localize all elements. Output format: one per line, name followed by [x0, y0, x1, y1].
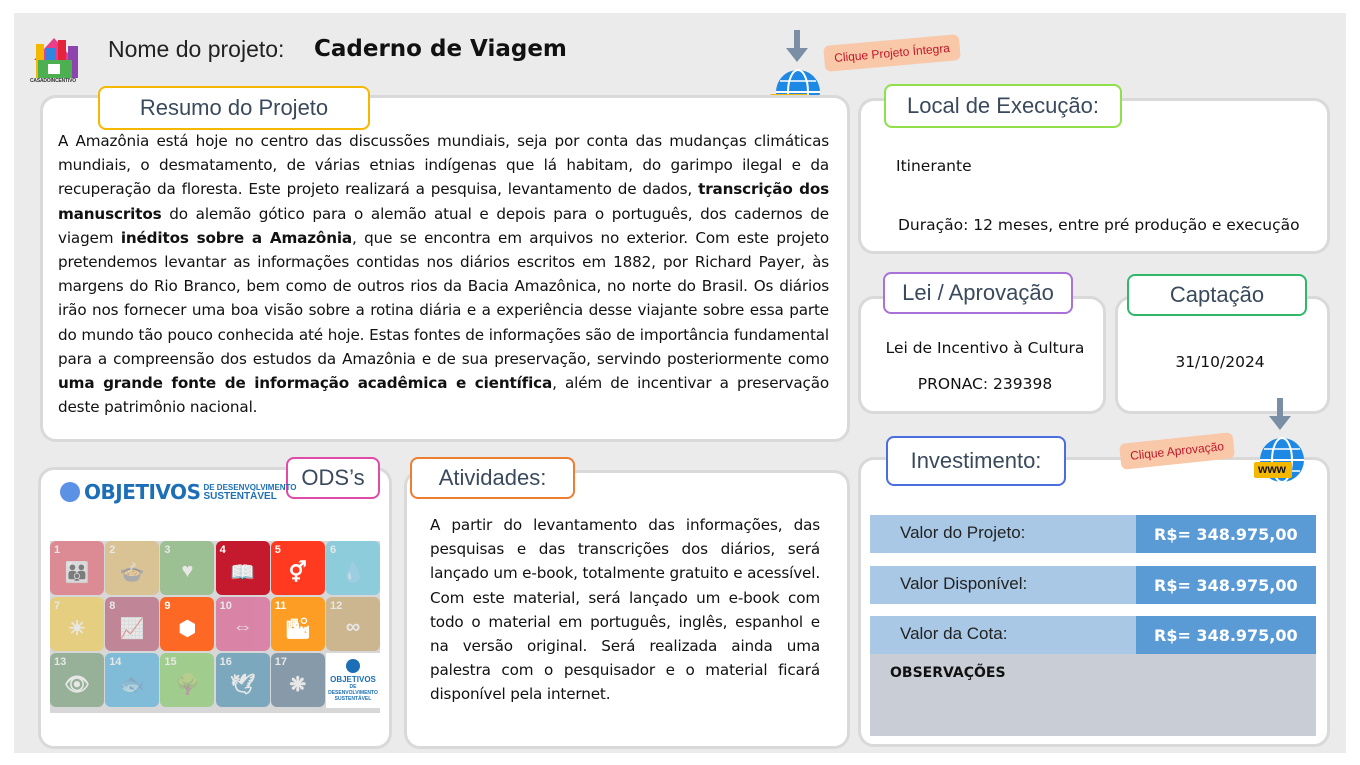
ods-tile-icon: ⬢	[178, 618, 197, 641]
ods-tile-3	[160, 541, 214, 595]
ods-brand-sub-1: DE DESENVOLVIMENTO	[203, 483, 297, 492]
project-name-label: Nome do projeto:	[108, 36, 285, 62]
resumo-part-4: , além de incentivar a preservação deste patrimônio nacional.	[58, 374, 829, 417]
ods-tile-number: 15	[164, 656, 177, 669]
ods-brand-sub-2: SUSTENTÁVEL	[203, 491, 277, 502]
resumo-tag: Resumo do Projeto	[98, 86, 370, 130]
ods-tile-icon: 👪	[64, 562, 90, 584]
ods-tile-icon: 🍲	[119, 562, 145, 584]
ods-tile-number: 9	[164, 600, 171, 613]
casa-do-incentivo-logo	[30, 30, 88, 88]
duracao-text: Duração: 12 meses, entre pré produção e execução	[898, 216, 1300, 234]
ods-tile-11	[271, 597, 325, 651]
ods-tile-number: 2	[109, 544, 116, 556]
pronac-number: PRONAC: 239398	[917, 375, 1053, 393]
clique-aprovacao-link[interactable]: Clique Aprovação	[1119, 432, 1235, 470]
ods-tile-icon: 👁	[64, 674, 90, 697]
ods-grid	[50, 541, 380, 713]
ods-tile-8	[105, 597, 159, 651]
ods-tile-number: 14	[109, 656, 122, 669]
ods-tile-15	[160, 653, 214, 707]
ods-final-tile-sub: DE DESENVOLVIMENTO SUSTENTÁVEL	[328, 684, 378, 703]
ods-tile-icon: ☀	[68, 618, 86, 641]
www-label-2: www	[1258, 462, 1287, 476]
ods-final-logo-tile	[326, 653, 380, 708]
ods-tile-10	[216, 597, 270, 651]
resumo-part-3: , que se encontra em arquivos no exterior. Com este projeto pretendemos levantar as informações contidas nos diários escritos em 1882, por Richard Payer, às margens do Rio Branco, bem como de outros rios da Bacia Amazônica, no norte do Brasil. Os diários irão nos fornecer uma boa visão sobre a rotina diária e a experiência desse viajante sobre essa parte do mundo tão pouco conhecida até hoje. Estas fontes de informações são de importância fundamental para a compreensão dos estudos da Amazônia e de sua preservação, servindo posteriormente como	[58, 228, 829, 368]
ods-tile-12	[326, 597, 380, 651]
captacao-tag: Captação	[1127, 274, 1307, 316]
resumo-bold-3: uma grande fonte de informação acadêmica e científica	[58, 374, 553, 393]
ods-tile-icon: 📈	[119, 618, 145, 641]
resumo-text	[58, 129, 829, 419]
ods-tile-number: 4	[219, 544, 226, 556]
ods-tile-9	[160, 597, 214, 651]
atividades-tag: Atividades:	[410, 457, 575, 499]
valor-cota-row	[870, 616, 1316, 654]
local-value: Itinerante	[896, 157, 972, 175]
download-arrow-icon	[786, 30, 808, 64]
resumo-bold-2: inéditos sobre a Amazônia	[120, 228, 353, 247]
ods-tile-icon: ❋	[289, 674, 307, 697]
ods-tile-icon: ♥	[181, 560, 194, 582]
resumo-bold-1: transcrição dos manuscritos	[58, 180, 829, 223]
globe-www-icon-aprovacao[interactable]	[1252, 434, 1308, 490]
ods-tile-14	[105, 653, 159, 707]
captacao-date: 31/10/2024	[1175, 353, 1265, 371]
atividades-text: A partir do levantamento das informações, das pesquisas e das transcrições dos diários, será lançado um e-book, totalmente gratuito e acessível. Com este material, será lançado um e-book com todo o material em português, inglês, espanhol e na versão original. Será realizada ainda uma palestra com o pesquisador e o material ficará disponível pela internet.	[430, 516, 820, 704]
local-tag: Local de Execução:	[884, 84, 1122, 128]
un-emblem-icon	[346, 659, 360, 673]
ods-tile-icon: 🕊	[229, 674, 256, 697]
ods-tile-number: 16	[219, 656, 232, 669]
ods-tile-number: 5	[274, 544, 281, 556]
lei-tag: Lei / Aprovação	[883, 272, 1073, 314]
project-title: Caderno de Viagem	[314, 36, 567, 62]
ods-tile-icon: ∞	[345, 616, 361, 639]
ods-tile-icon: 💧	[340, 562, 366, 584]
lei-line-1: Lei de Incentivo à Cultura	[885, 339, 1085, 357]
valor-disponivel-amount: R$= 348.975,00	[1136, 566, 1316, 604]
ods-tile-5	[271, 541, 325, 595]
download-arrow-icon-2	[1269, 398, 1291, 432]
clique-projeto-integra-link[interactable]: Clique Projeto Íntegra	[823, 34, 961, 72]
observacoes-box	[870, 654, 1316, 736]
observacoes-label: OBSERVAÇÕES	[890, 665, 1006, 681]
valor-cota-amount: R$= 348.975,00	[1136, 616, 1316, 654]
ods-tile-number: 17	[274, 656, 288, 669]
ods-tile-13	[50, 653, 104, 707]
un-emblem-icon	[60, 482, 80, 502]
valor-cota-label: Valor da Cota:	[900, 624, 1008, 643]
valor-disponivel-label: Valor Disponível:	[900, 574, 1028, 593]
ods-tile-icon: 🏙	[285, 618, 311, 641]
valor-disponivel-row	[870, 566, 1316, 604]
resumo-part-2: do alemão gótico para o alemão atual e depois para o português, dos cadernos de viagem	[58, 204, 829, 247]
ods-tile-17	[271, 653, 325, 707]
ods-tile-2	[105, 541, 159, 595]
ods-tile-16	[216, 653, 270, 707]
ods-tag: ODS’s	[286, 457, 380, 499]
valor-projeto-row	[870, 515, 1316, 553]
ods-brand-word: OBJETIVOS	[84, 480, 201, 504]
ods-tile-icon: 📖	[230, 562, 256, 584]
investimento-tag: Investimento:	[886, 436, 1066, 486]
ods-tile-4	[216, 541, 270, 595]
ods-tile-number: 7	[54, 600, 61, 613]
ods-tile-icon: ⇔	[232, 616, 253, 639]
valor-projeto-label: Valor do Projeto:	[900, 523, 1026, 542]
ods-tile-icon: 🌳	[174, 674, 200, 697]
ods-tile-number: 13	[54, 656, 67, 669]
ods-tile-7	[50, 597, 104, 651]
ods-tile-number: 8	[109, 600, 116, 613]
ods-tile-number: 11	[274, 600, 287, 613]
ods-tile-number: 12	[330, 600, 343, 613]
ods-tile-1	[50, 541, 104, 595]
ods-tile-number: 3	[164, 544, 171, 556]
ods-brand	[60, 480, 297, 504]
valor-projeto-amount: R$= 348.975,00	[1136, 515, 1316, 553]
logo-text: CASADOINCENTIVO	[30, 78, 76, 84]
ods-tile-number: 10	[219, 600, 232, 613]
ods-final-tile-title: OBJETIVOS	[330, 675, 376, 685]
ods-tile-icon: 🐟	[119, 674, 145, 697]
ods-tile-number: 1	[54, 544, 61, 556]
resumo-part-1: A Amazônia está hoje no centro das discussões mundiais, seja por conta das mudanças climáticas mundiais, o desmatamento, de várias etnias indígenas que lá habitam, do garimpo ilegal e da recuperação da floresta. Este projeto realizará a pesquisa, levantamento de dados,	[58, 132, 829, 199]
ods-tile-6	[326, 541, 380, 595]
ods-tile-number: 6	[330, 544, 337, 556]
ods-tile-icon: ⚥	[288, 562, 307, 584]
